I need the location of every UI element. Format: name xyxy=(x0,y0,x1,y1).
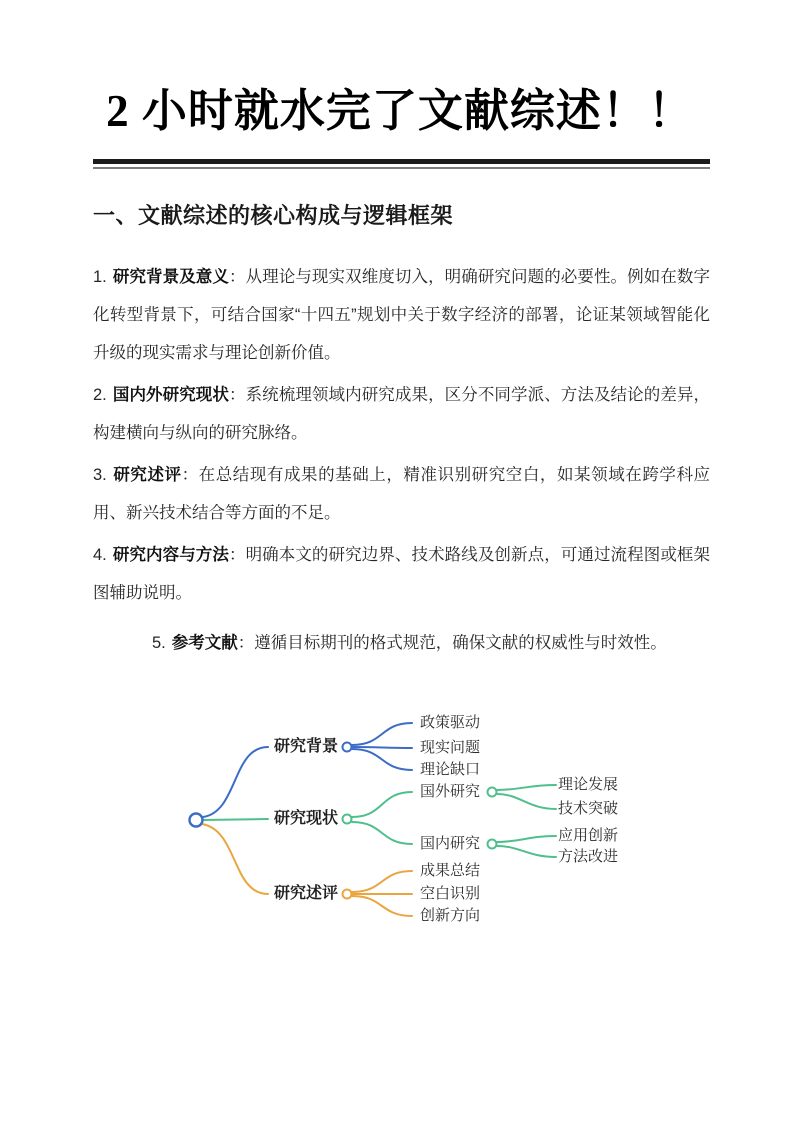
doc-title: 2 小时就水完了文献综述！！ xyxy=(106,86,694,136)
mindmap-edge xyxy=(203,747,268,817)
list-item-number: 3. xyxy=(93,466,107,484)
mindmap-edges xyxy=(0,706,800,946)
mindmap-leaf-label: 政策驱动 xyxy=(420,714,481,731)
root-node-circle xyxy=(190,814,203,827)
mindmap-edge xyxy=(202,824,268,894)
list-item-label: 参考文献 xyxy=(171,634,238,652)
mindmap-leaf-label: 现实问题 xyxy=(420,739,481,756)
list-item-text: ：在总结现有成果的基础上，精准识别研究空白，如某领域在跨学科应用、新兴技术结合等方面的不足。 xyxy=(93,466,711,522)
mindmap-leaf-label: 创新方向 xyxy=(420,907,481,924)
list-item-text: ：遵循目标期刊的格式规范，确保文献的权威性与时效性。 xyxy=(237,634,667,652)
mindmap-edge xyxy=(497,785,556,790)
mindmap-node-label: 研究述评 xyxy=(274,885,339,902)
list-item-number: 1. xyxy=(93,268,107,286)
numbered-list xyxy=(93,258,710,666)
list-item-label: 研究背景及意义 xyxy=(112,268,229,286)
mindmap-edge xyxy=(352,749,412,770)
mindmap-node-label: 研究现状 xyxy=(274,810,339,827)
mindmap-leaf-label: 空白识别 xyxy=(420,885,481,902)
list-item-text: ：系统梳理领域内研究成果，区分不同学派、方法及结论的差异，构建横向与纵向的研究脉络。 xyxy=(93,386,710,442)
mindmap-node-label: 国内研究 xyxy=(420,835,481,852)
list-item xyxy=(93,536,710,612)
section-heading: 一、文献综述的核心构成与逻辑框架 xyxy=(93,203,454,228)
mindmap-leaf-label: 方法改进 xyxy=(558,848,619,865)
mindmap-edge xyxy=(203,819,268,820)
mindmap-edge xyxy=(353,747,412,748)
mindmap-edge xyxy=(352,792,412,817)
list-item-text: ：从理论与现实双维度切入，明确研究问题的必要性。例如在数字化转型背景下，可结合国家“十四五”规划中关于数字经济的部署，论证某领域智能化升级的现实需求与理论创新价值。 xyxy=(93,268,710,362)
mindmap-edge xyxy=(352,822,412,844)
mindmap-edge xyxy=(497,794,556,809)
branch-status-edges xyxy=(203,785,556,857)
list-item xyxy=(93,456,710,532)
node-circle xyxy=(488,788,497,797)
mindmap-edge xyxy=(352,723,412,745)
mindmap-leaf-label: 理论发展 xyxy=(558,776,619,793)
node-circle xyxy=(488,840,497,849)
list-item-number: 4. xyxy=(93,546,107,564)
list-item-text: ：明确本文的研究边界、技术路线及创新点，可通过流程图或框架图辅助说明。 xyxy=(93,546,710,602)
mindmap-edge xyxy=(352,896,412,916)
mindmap-node-label: 国外研究 xyxy=(420,783,481,800)
mindmap-leaf-label: 成果总结 xyxy=(420,862,481,879)
node-circle xyxy=(343,815,352,824)
list-item-number: 2. xyxy=(93,386,107,404)
title-double-rule xyxy=(93,159,710,169)
mindmap-leaf-label: 应用创新 xyxy=(558,827,619,844)
mindmap-edge xyxy=(497,846,556,857)
list-item-number: 5. xyxy=(152,634,166,652)
mindmap-node-label: 研究背景 xyxy=(274,738,339,755)
list-item xyxy=(93,258,710,372)
mindmap-diagram xyxy=(0,706,800,946)
list-item-label: 研究内容与方法 xyxy=(112,546,229,564)
node-circle xyxy=(343,890,352,899)
list-item-label: 研究述评 xyxy=(112,466,182,484)
mindmap-edge xyxy=(497,836,556,842)
node-circle xyxy=(343,743,352,752)
list-item xyxy=(152,624,710,662)
mindmap-leaf-label: 理论缺口 xyxy=(420,761,481,778)
mindmap-edge xyxy=(352,871,412,892)
list-item-label: 国内外研究现状 xyxy=(112,386,229,404)
mindmap-leaf-label: 技术突破 xyxy=(558,800,619,817)
list-item xyxy=(93,376,710,452)
